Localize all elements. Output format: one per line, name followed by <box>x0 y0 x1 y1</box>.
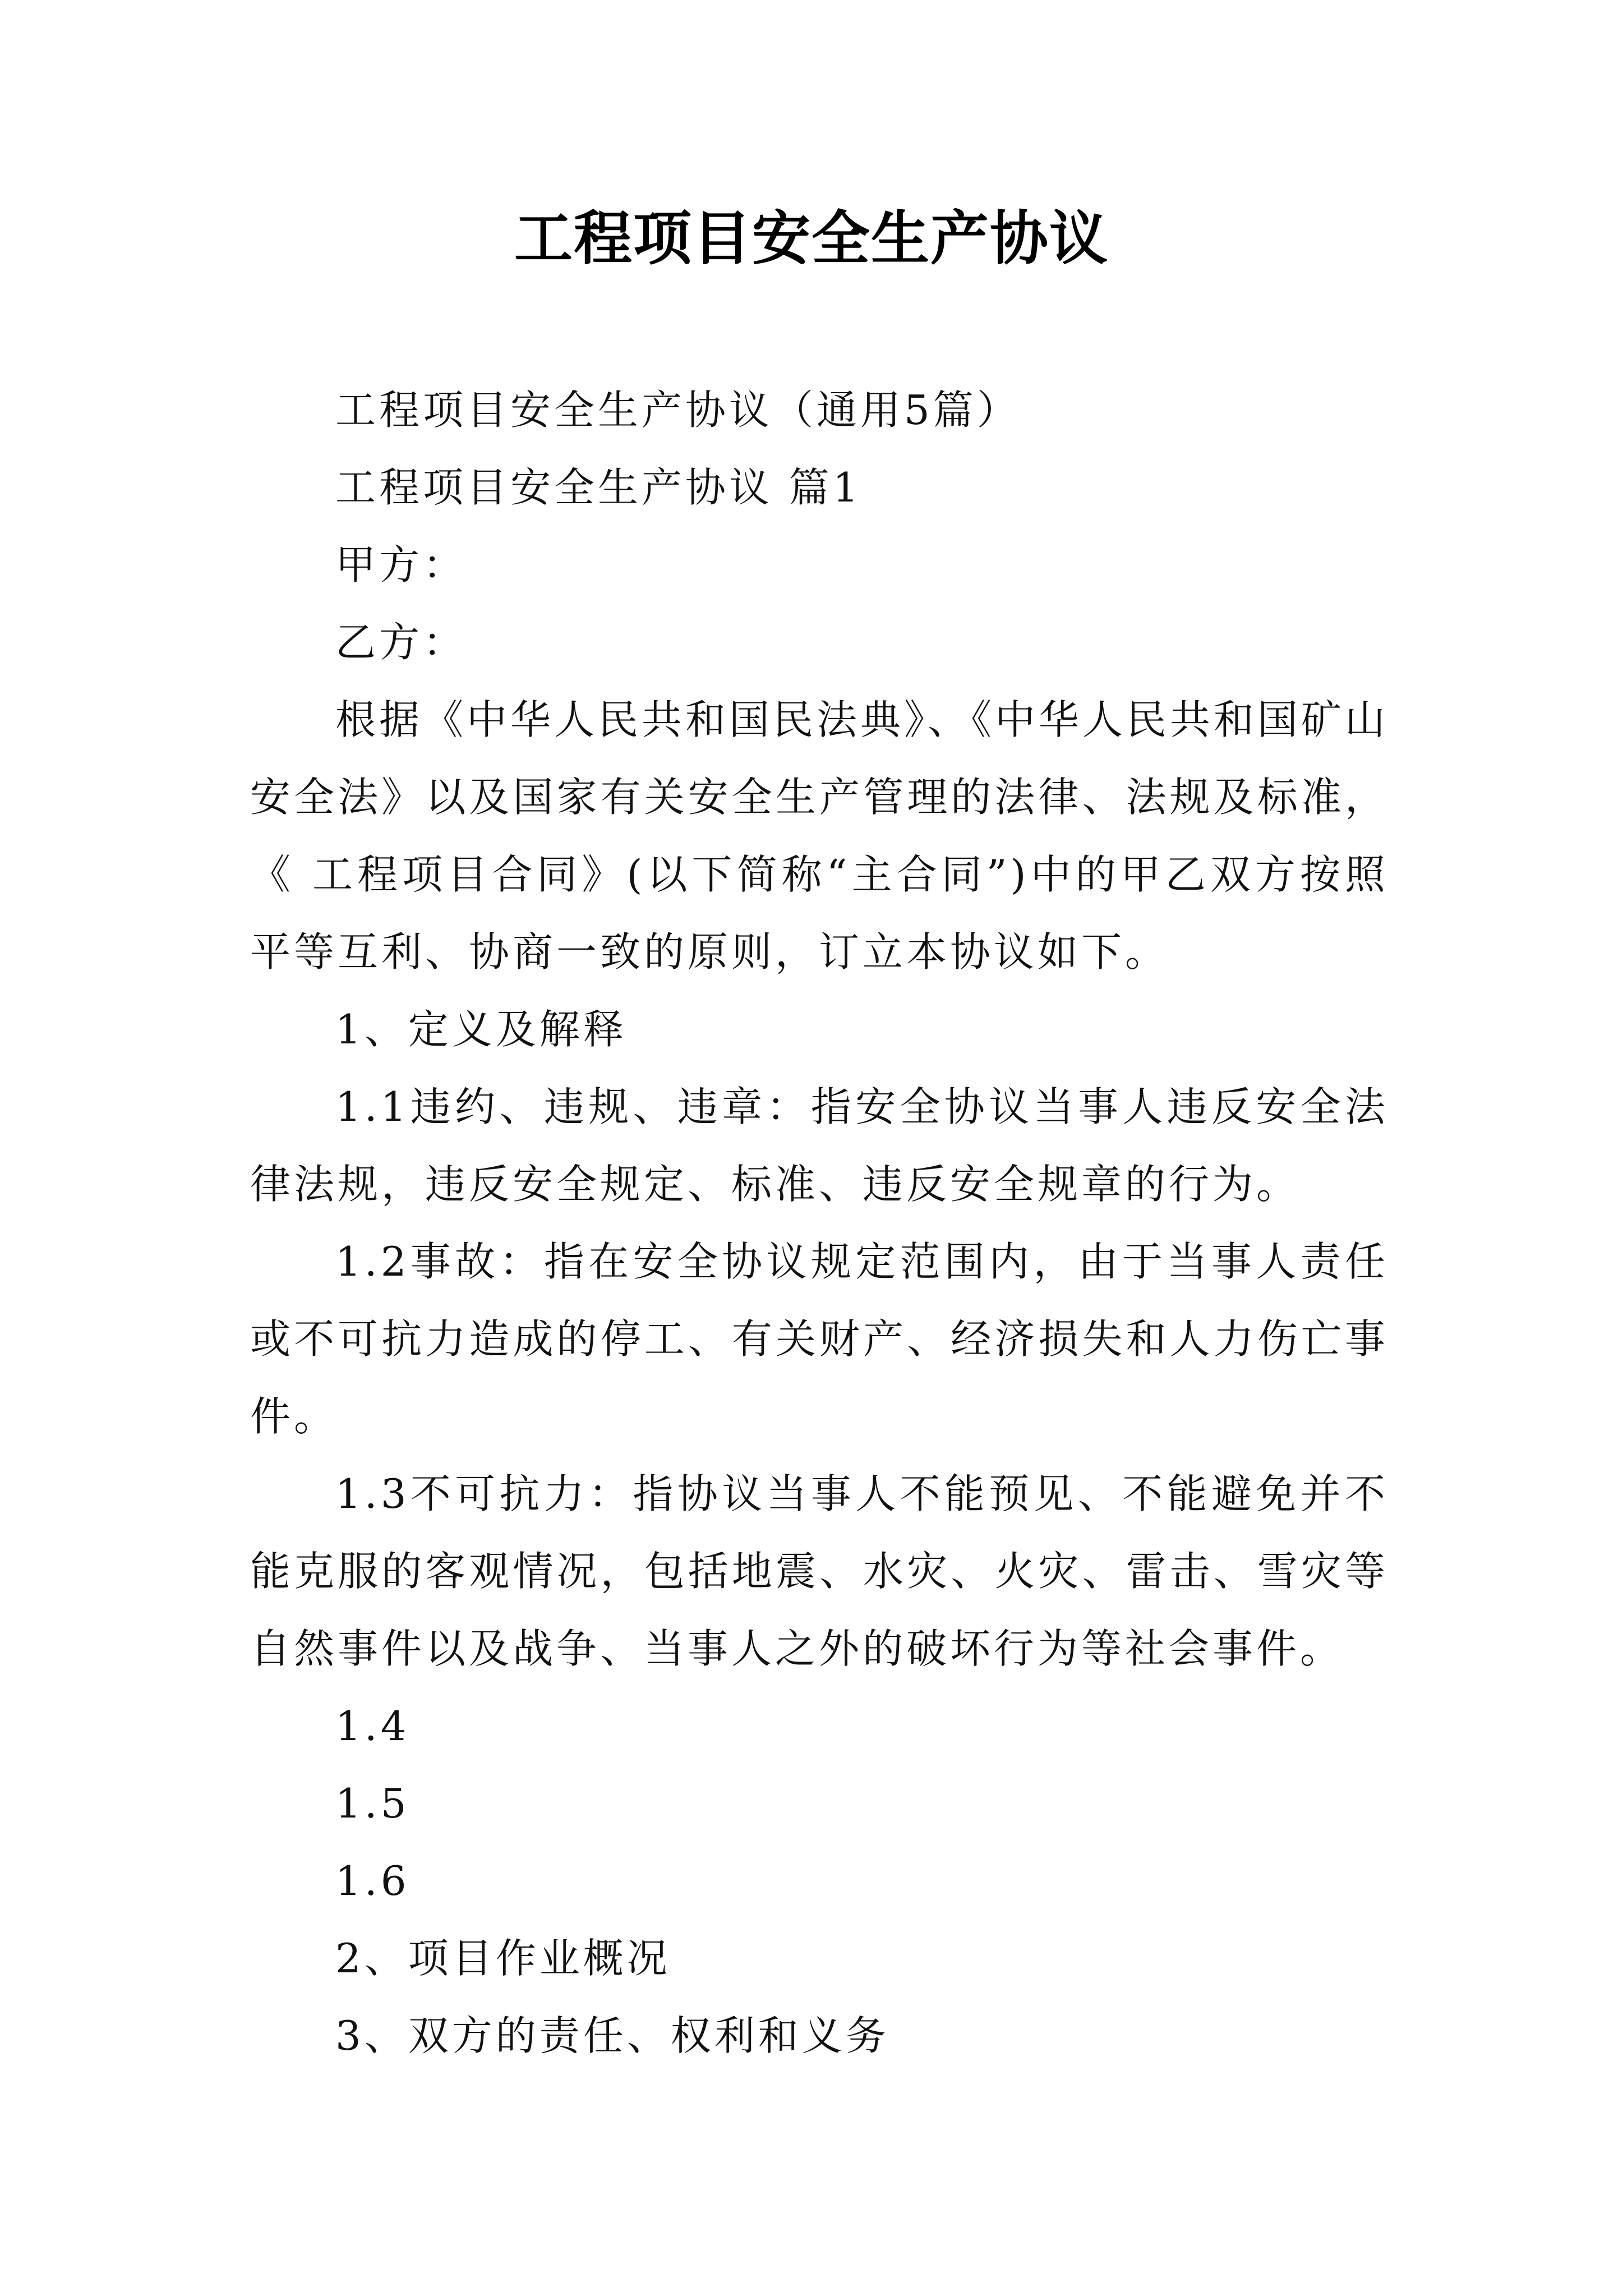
party-b-line: 乙方： <box>335 619 467 666</box>
section-3-heading: 3、双方的责任、权利和义务 <box>335 2012 889 2059</box>
document-body <box>250 371 1389 2074</box>
intro-paragraph: 根据《中华人民共和国民法典》、《中华人民共和国矿山安全法》以及国家有关安全生产管理的法律、法规及标准，《 工程项目合同》(以下简称“主合同”)中的甲乙双方按照平等互利、协商一致的原则，订立本协议如下。 <box>250 696 1389 976</box>
part-heading: 工程项目安全生产协议 篇1 <box>335 464 862 511</box>
clause-1-6: 1.6 <box>335 1857 410 1904</box>
party-a-line: 甲方： <box>335 541 467 588</box>
clause-1-3: 1.3不可抗力：指协议当事人不能预见、不能避免并不能克服的客观情况，包括地震、水灾、火灾、雷击、雪灾等自然事件以及战争、当事人之外的破坏行为等社会事件。 <box>250 1470 1389 1672</box>
subtitle-line: 工程项目安全生产协议（通用5篇） <box>335 386 1021 434</box>
section-1-heading: 1、定义及解释 <box>335 1006 627 1053</box>
clause-1-1: 1.1违约、违规、违章：指安全协议当事人违反安全法律法规，违反安全规定、标准、违反安全规章的行为。 <box>250 1083 1389 1208</box>
clause-1-2: 1.2事故：指在安全协议规定范围内，由于当事人责任或不可抗力造成的停工、有关财产、经济损失和人力伤亡事件。 <box>250 1238 1389 1440</box>
clause-1-4: 1.4 <box>335 1703 410 1750</box>
clause-1-5: 1.5 <box>335 1780 410 1827</box>
document-title: 工程项目安全生产协议 <box>514 204 1109 273</box>
section-2-heading: 2、项目作业概况 <box>335 1935 671 1982</box>
